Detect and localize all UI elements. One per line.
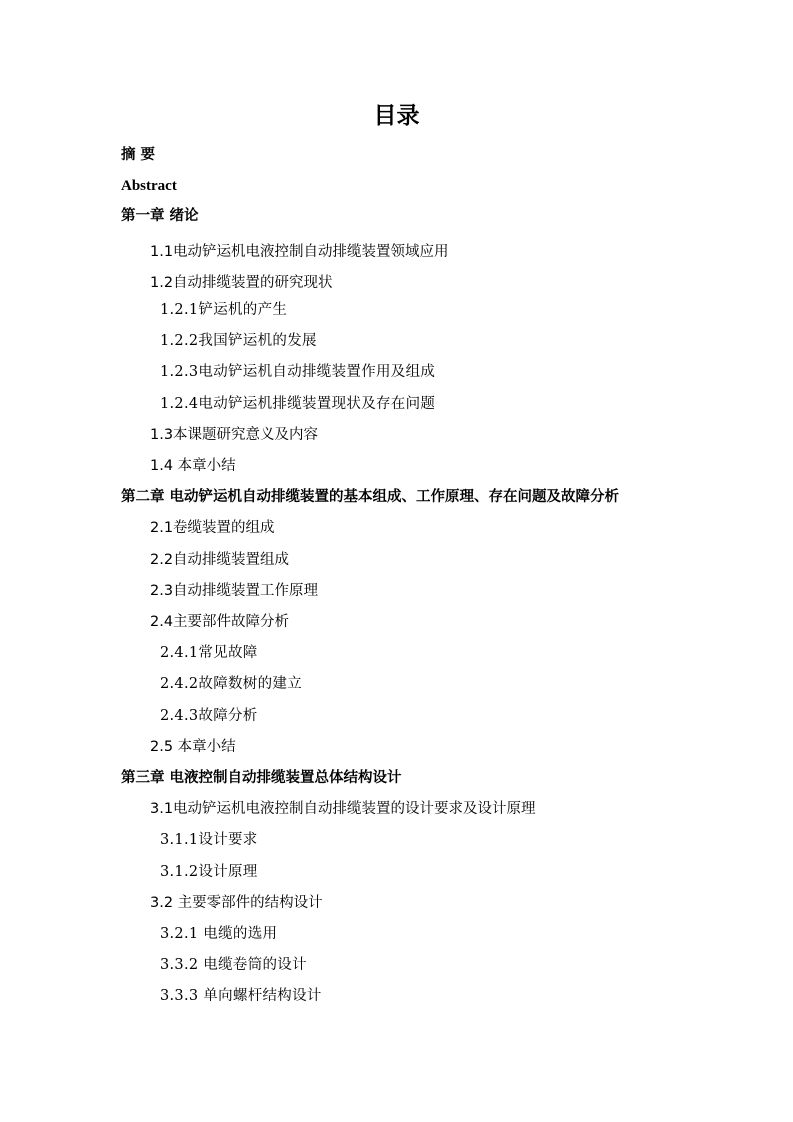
toc-entry-level-0: 摘 要 xyxy=(121,147,156,163)
toc-entry-level-2: 3.3.2 电缆卷筒的设计 xyxy=(160,957,307,973)
toc-entry-level-2: 2.4.2故障数树的建立 xyxy=(160,676,302,692)
toc-entry-level-0: 第三章 电液控制自动排缆装置总体结构设计 xyxy=(121,770,402,786)
toc-entry-level-0: Abstract xyxy=(121,178,177,194)
toc-entry-level-2: 2.4.1常见故障 xyxy=(160,645,258,661)
toc-entry-level-2: 3.1.1设计要求 xyxy=(160,832,258,848)
toc-entry-level-1: 3.1电动铲运机电液控制自动排缆装置的设计要求及设计原理 xyxy=(150,801,536,817)
toc-entry-level-1: 2.3自动排缆装置工作原理 xyxy=(150,583,319,599)
toc-entry-level-2: 3.3.3 单向螺杆结构设计 xyxy=(160,988,322,1004)
toc-entry-level-1: 2.1卷缆装置的组成 xyxy=(150,520,275,536)
toc-entry-level-2: 1.2.1铲运机的产生 xyxy=(160,302,288,318)
toc-entry-level-2: 3.2.1 电缆的选用 xyxy=(160,926,278,942)
page-title: 目录 xyxy=(373,103,420,129)
toc-entry-level-2: 1.2.4电动铲运机排缆装置现状及存在问题 xyxy=(160,396,436,412)
toc-entry-level-1: 2.2自动排缆装置组成 xyxy=(150,552,290,568)
toc-entry-level-0: 第二章 电动铲运机自动排缆装置的基本组成、工作原理、存在问题及故障分析 xyxy=(121,489,620,505)
toc-entry-level-1: 2.5 本章小结 xyxy=(150,739,236,755)
toc-entry-level-1: 1.4 本章小结 xyxy=(150,458,236,474)
toc-entry-level-2: 2.4.3故障分析 xyxy=(160,708,258,724)
toc-entry-level-1: 1.1电动铲运机电液控制自动排缆装置领域应用 xyxy=(150,244,449,260)
toc-entry-level-2: 1.2.3电动铲运机自动排缆装置作用及组成 xyxy=(160,364,436,380)
toc-entry-level-2: 3.1.2设计原理 xyxy=(160,864,258,880)
toc-entry-level-1: 2.4主要部件故障分析 xyxy=(150,614,290,630)
toc-entry-level-0: 第一章 绪论 xyxy=(121,208,199,224)
toc-entry-level-1: 3.2 主要零部件的结构设计 xyxy=(150,895,323,911)
toc-entry-level-1: 1.2自动排缆装置的研究现状 xyxy=(150,275,333,291)
toc-entry-level-1: 1.3本课题研究意义及内容 xyxy=(150,427,319,443)
toc-entry-level-2: 1.2.2我国铲运机的发展 xyxy=(160,333,317,349)
